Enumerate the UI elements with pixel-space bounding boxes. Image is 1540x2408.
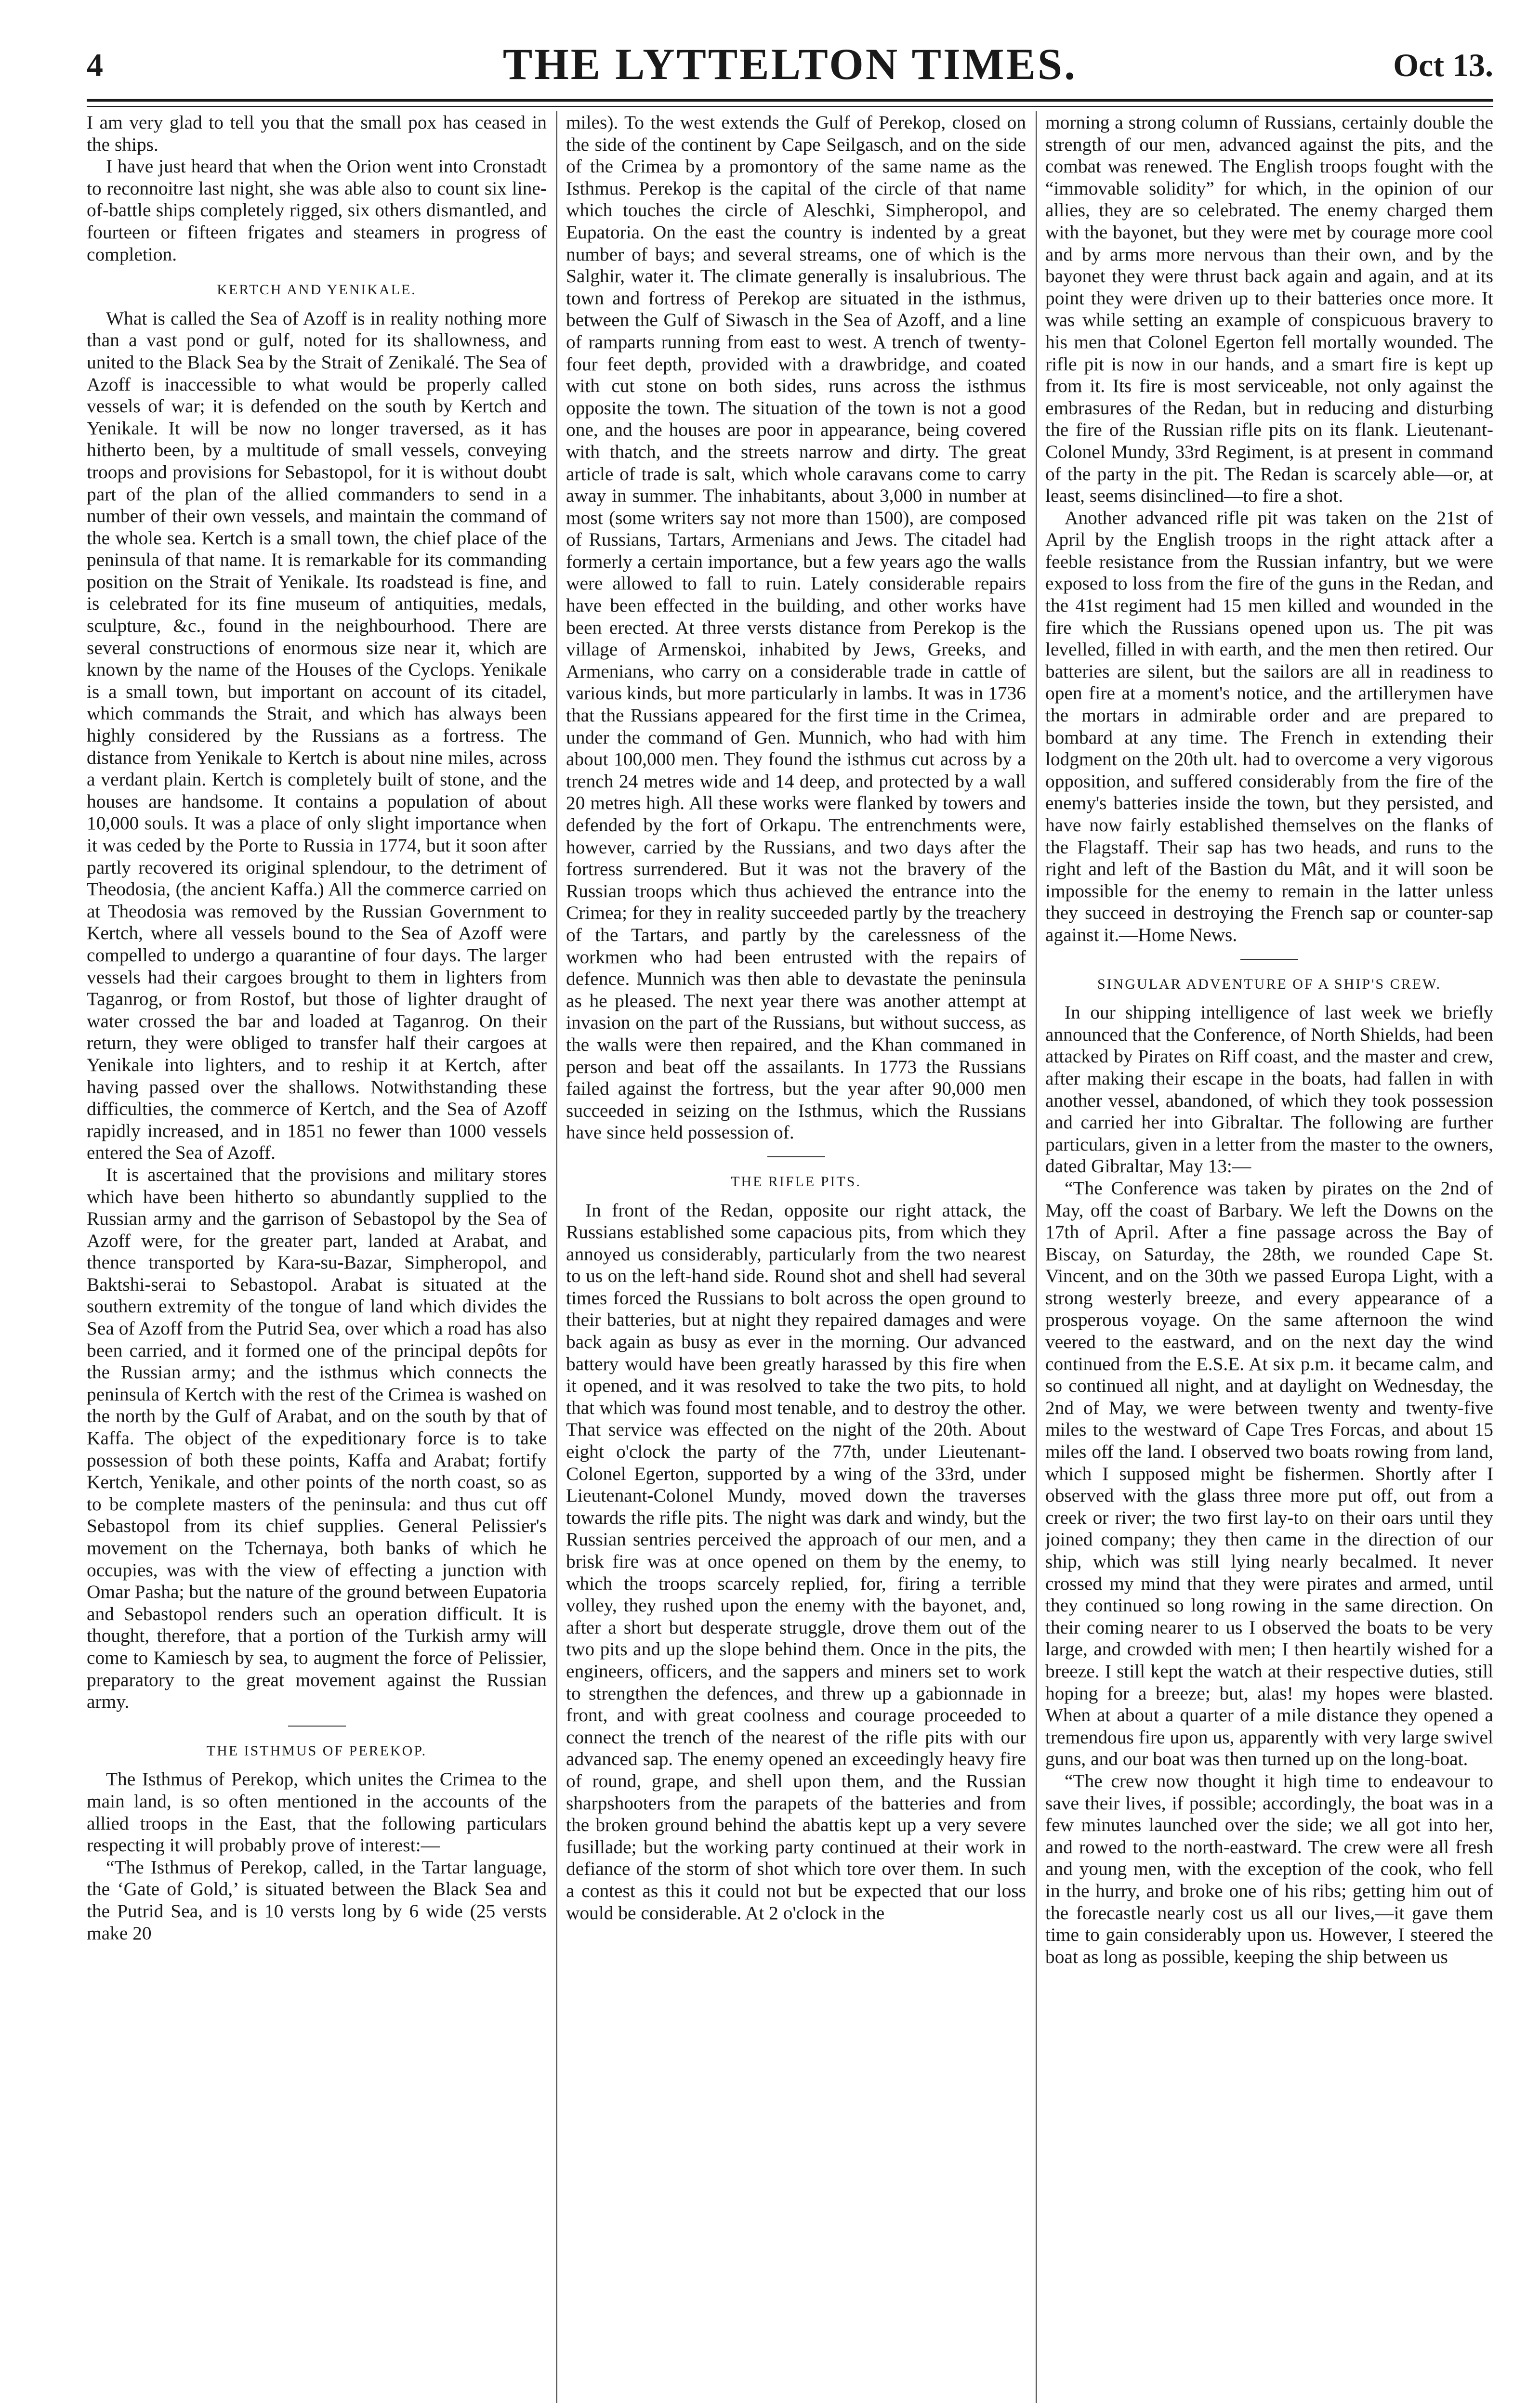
column-divider <box>1036 111 1037 2403</box>
article-paragraph: “The Conference was taken by pirates on the 2nd of May, off the coast of Barbary. We left the Downs on the 17th of April. After a fine passage across the Bay of Biscay, on Saturday, the 28th, we rounded Cape St. Vincent, and on the 30th we passed Europa Light, with a strong westerly breeze, and every appearance of a prosperous voyage. On the same afternoon the wind veered to the eastward, and on the next day the wind continued from the E.S.E. At six p.m. it became calm, and so continued all night, and at daylight on Wednesday, the 2nd of May, we were between twenty and twenty-five miles to the westward of Cape Tres Forcas, and about 15 miles off the land. I observed two boats rowing from land, which I supposed might be fishermen. Shortly after I observed with the glass three more put off, out from a creek or river; the two first lay-to on their oars until they joined company; they then came in the direction of our ship, which was still lying nearly becalmed. It never crossed my mind that they were pirates and armed, until they continued so long rowing in the same direction. On their coming nearer to us I observed the boats to be very large, and crowded with men; I then heartily wished for a breeze. I still kept the watch at their respective duties, still hoping for a breeze; but, alas! my hopes were blasted. When at about a quarter of a mile distance they opened a tremendous fire upon us, apparently with very large swivel guns, and our boat was then turned up on the long-boat. <box>1045 1177 1493 1770</box>
article-heading: THE RIFLE PITS. <box>731 1173 861 1190</box>
page-header <box>87 34 1493 101</box>
header-rule-thick <box>87 99 1493 102</box>
article-paragraph: Another advanced rifle pit was taken on the 21st of April by the English troops in the right attack after a feeble resistance from the Russian infantry, but we were exposed to loss from the fire of the guns in the Redan, and the 41st regiment had 15 men killed and wounded in the fire which the Russians opened upon us. The pit was levelled, filled in with earth, and the men then retired. Our batteries are silent, but the sailors are all in readiness to open fire at a moment's notice, and the artillerymen have the mortars in admirable order and are prepared to bombard at any time. The French in extending their lodgment on the 20th ult. had to overcome a very vigorous opposition, and suffered considerably from the fire of the enemy's batteries inside the town, but they persisted, and have now fairly established themselves on the flanks of the Flagstaff. Their sap has two heads, and runs to the right and left of the Bastion du Mât, and it will soon be impossible for the enemy to remain in the latter unless they succeed in destroying the French sap or counter-sap against it.—Home News. <box>1045 507 1493 945</box>
page-number: 4 <box>87 47 103 83</box>
article-paragraph: In front of the Redan, opposite our right attack, the Russians established some capacious pits, from which they annoyed us considerably, particularly from the two nearest to us on the left-hand side. Round shot and shell had several times forced the Russians to bolt across the open ground to their batteries, but at night they repaired damages and were back again as busy as ever in the morning. Our advanced battery would have been greatly harassed by this fire when it opened, and it was resolved to take the two pits, to hold that which was found most tenable, and to destroy the other. That service was effected on the night of the 20th. About eight o'clock the party of the 77th, under Lieutenant-Colonel Egerton, supported by a wing of the 33rd, under Lieutenant-Colonel Mundy, moved down the traverses towards the rifle pits. The night was dark and windy, but the Russian sentries perceived the approach of our men, and a brisk fire was at once opened on them by the enemy, to which the troops scarcely replied, for, firing a terrible volley, they rushed upon the enemy with the bayonet, and, after a short but desperate struggle, drove them out of the two pits and up the slope behind them. Once in the pits, the engineers, officers, and the sappers and miners set to work to strengthen the defences, and threw up a gabionnade in front, and with great coolness and courage proceeded to connect the trench of the nearest of the rifle pits with our advanced sap. The enemy opened an exceedingly heavy fire of round, grape, and shell upon them, and the Russian sharpshooters from the parapets of the batteries and from the broken ground behind the abattis kept up a very severe fusillade; but the working party continued at their work in defiance of the storm of shot which tore over them. In such a contest as this it could not but be expected that our loss would be considerable. At 2 o'clock in the <box>566 1199 1026 1924</box>
column-divider <box>556 111 557 2403</box>
header-rule-thin <box>87 106 1493 107</box>
article-paragraph: The Isthmus of Perekop, which unites the Crimea to the main land, is so often mentioned in the accounts of the allied troops in the East, that the following particulars respecting it will probably prove of interest:— <box>87 1768 547 1856</box>
article-heading: SINGULAR ADVENTURE OF A SHIP'S CREW. <box>1097 976 1442 992</box>
article-separator <box>1240 959 1298 960</box>
column-3 <box>1045 112 1493 2408</box>
article-paragraph: miles). To the west extends the Gulf of Perekop, closed on the side of the continent by Cape Seilgasch, and on the side of the Crimea by a promontory of the same name as the Isthmus. Perekop is the capital of the circle of that name which touches the circle of Aleschki, Simpheropol, and Eupatoria. On the east the country is indented by a great number of bays; and several streams, one of which is the Salghir, water it. The climate generally is insalubrious. The town and fortress of Perekop are situated in the isthmus, between the Gulf of Siwasch in the Sea of Azoff, and a line of ramparts running from east to west. A trench of twenty-four feet depth, provided with a drawbridge, and coated with cut stone on both sides, runs across the isthmus opposite the town. The situation of the town is not a good one, and the houses are poor in appearance, being covered with thatch, and the streets narrow and dirty. The great article of trade is salt, which whole caravans come to carry away in summer. The inhabitants, about 3,000 in number at most (some writers say not more than 1500), are composed of Russians, Tartars, Armenians and Jews. The citadel had formerly a certain importance, but a few years ago the walls were allowed to fall to ruin. Lately considerable repairs have been effected in the building, and other works have been erected. At three versts distance from Perekop is the village of Armenskoi, inhabited by Jews, Greeks, and Armenians, who carry on a considerable trade in cattle of various kinds, but more particularly in lambs. It was in 1736 that the Russians appeared for the first time in the Crimea, under the command of Gen. Munnich, who had with him about 100,000 men. They found the isthmus cut across by a trench 24 metres wide and 14 deep, and protected by a wall 20 metres high. All these works were flanked by towers and defended by the fort of Orkapu. The entrenchments were, however, carried by the Russians, and two days after the fortress surrendered. But it was not the bravery of the Russian troops which thus achieved the entrance into the Crimea; for they in reality succeeded partly by the treachery of the Tartars, and partly by the carelessness of the workmen who had been entrusted with the repairs of defence. Munnich was then able to devastate the peninsula as he pleased. The next year there was another attempt at invasion on the part of the Russians, but without success, as the walls were then repaired, and the Khan commaned in person and beat off the assailants. In 1773 the Russians failed against the fortress, but the year after 90,000 men succeeded in seizing on the Isthmus, which the Russians have since held possession of. <box>566 112 1026 1143</box>
column-2 <box>566 112 1026 2408</box>
article-paragraph: “The crew now thought it high time to endeavour to save their lives, if possible; accordingly, the boat was in a few minutes launched over the side; we all got into her, and rowed to the north-eastward. The crew were all fresh and young men, with the exception of the cook, who fell in the hurry, and broke one of his ribs; getting him out of the forecastle nearly cost us all our lives,—it gave them time to gain considerably upon us. However, I steered the boat as long as possible, keeping the ship between us <box>1045 1770 1493 1967</box>
article-paragraph: “The Isthmus of Perekop, called, in the Tartar language, the ‘Gate of Gold,’ is situated between the Black Sea and the Putrid Sea, and is 10 versts long by 6 wide (25 versts make 20 <box>87 1856 547 1944</box>
article-separator <box>767 1156 825 1157</box>
article-paragraph: I am very glad to tell you that the small pox has ceased in the ships. <box>87 112 547 155</box>
article-paragraph: What is called the Sea of Azoff is in reality nothing more than a vast pond or gulf, noted for its shallowness, and united to the Black Sea by the Strait of Zenikalé. The Sea of Azoff is inaccessible to what would be properly called vessels of war; it is defended on the south by Kertch and Yenikale. It will be now no longer traversed, as it has hitherto been, by a multitude of small vessels, conveying troops and provisions for Sebastopol, for it is without doubt part of the plan of the allied commanders to send in a number of their own vessels, and maintain the command of the whole sea. Kertch is a small town, the chief place of the peninsula of that name. It is remarkable for its commanding position on the Strait of Yenikale. Its roadstead is fine, and is celebrated for its fine museum of antiquities, medals, sculpture, &c., found in the neighbourhood. There are several constructions of enormous size near it, which are known by the name of the Houses of the Cyclops. Yenikale is a small town, but important on account of its citadel, which commands the Strait, and which has always been highly considered by the Russians as a fortress. The distance from Yenikale to Kertch is about nine miles, across a verdant plain. Kertch is completely built of stone, and the houses are handsome. It contains a population of about 10,000 souls. It was a place of only slight importance when it was ceded by the Porte to Russia in 1774, but it soon after partly recovered its original splendour, to the detriment of Theodosia, (the ancient Kaffa.) All the commerce carried on at Theodosia was removed by the Russian Government to Kertch, where all vessels bound to the Sea of Azoff were compelled to undergo a quarantine of four days. The larger vessels had their cargoes brought to them in lighters from Taganrog, or from Rostof, but those of lighter draught of water crossed the bar and loaded at Taganrog. On their return, they were obliged to transfer half their cargoes at Yenikale into lighters, and to reship it at Kertch, after having passed over the shallows. Notwithstanding these difficulties, the commerce of Kertch, and the Sea of Azoff rapidly increased, and in 1851 no fewer than 1000 vessels entered the Sea of Azoff. <box>87 307 547 1164</box>
article-paragraph: I have just heard that when the Orion went into Cronstadt to reconnoitre last night, she was able also to count six line-of-battle ships completely rigged, six others dismantled, and fourteen or fifteen frigates and steamers in progress of completion. <box>87 156 547 265</box>
article-paragraph: It is ascertained that the provisions and military stores which have been hitherto so abundantly supplied to the Russian army and the garrison of Sebastopol by the Sea of Azoff were, for the greater part, landed at Arabat, and thence transported by Kara-su-Bazar, Simpheropol, and Baktshi-serai to Sebastopol. Arabat is situated at the southern extremity of the tongue of land which divides the Sea of Azoff from the Putrid Sea, over which a road has also been carried, and it formed one of the principal depôts for the Russian army; and the isthmus which connects the peninsula of Kertch with the rest of the Crimea is washed on the north by the Gulf of Arabat, and on the south by that of Kaffa. The object of the expeditionary force is to take possession of both these points, Kaffa and Arabat; fortify Kertch, Yenikale, and other points of the north coast, so as to be complete masters of the peninsula: and thus cut off Sebastopol from its chief supplies. General Pelissier's movement on the Tchernaya, both banks of which he occupies, was with the view of effecting a junction with Omar Pasha; but the nature of the ground between Eupatoria and Sebastopol renders such an operation difficult. It is thought, therefore, that a portion of the Turkish army will come to Kamiesch by sea, to augment the force of Pelissier, preparatory to the great movement against the Russian army. <box>87 1164 547 1713</box>
article-separator <box>288 1726 346 1727</box>
article-heading: KERTCH AND YENIKALE. <box>217 282 417 298</box>
article-paragraph: morning a strong column of Russians, certainly double the strength of our men, advanced against the pits, and the combat was renewed. The English troops fought with the “immovable solidity” for which, in the opinion of our allies, they are so celebrated. The enemy charged them with the bayonet, but they were met by courage more cool and by arms more nervous than their own, and by the bayonet they were thrust back again and again, and at its point they were driven up to their batteries once more. It was while setting an example of conspicuous bravery to his men that Colonel Egerton fell mortally wounded. The rifle pit is now in our hands, and a smart fire is kept up from it. Its fire is most serviceable, not only against the embrasures of the Redan, but in reducing and disturbing the fire of the Russian rifle pits on its flank. Lieutenant-Colonel Mundy, 33rd Regiment, is at present in command of the party in the pit. The Redan is scarcely able—or, at least, seems disinclined—to fire a shot. <box>1045 112 1493 507</box>
article-heading: THE ISTHMUS OF PEREKOP. <box>206 1742 427 1759</box>
article-paragraph: In our shipping intelligence of last week we briefly announced that the Conference, of North Shields, had been attacked by Pirates on Riff coast, and the master and crew, after making their escape in the boats, had fallen in with another vessel, abandoned, of which they took possession and carried her into Gibraltar. The following are further particulars, given in a letter from the master to the owners, dated Gibraltar, May 13:— <box>1045 1002 1493 1177</box>
issue-date: Oct 13. <box>1393 47 1493 83</box>
column-1 <box>87 112 547 2408</box>
newspaper-title: THE LYTTELTON TIMES. <box>502 39 1078 89</box>
